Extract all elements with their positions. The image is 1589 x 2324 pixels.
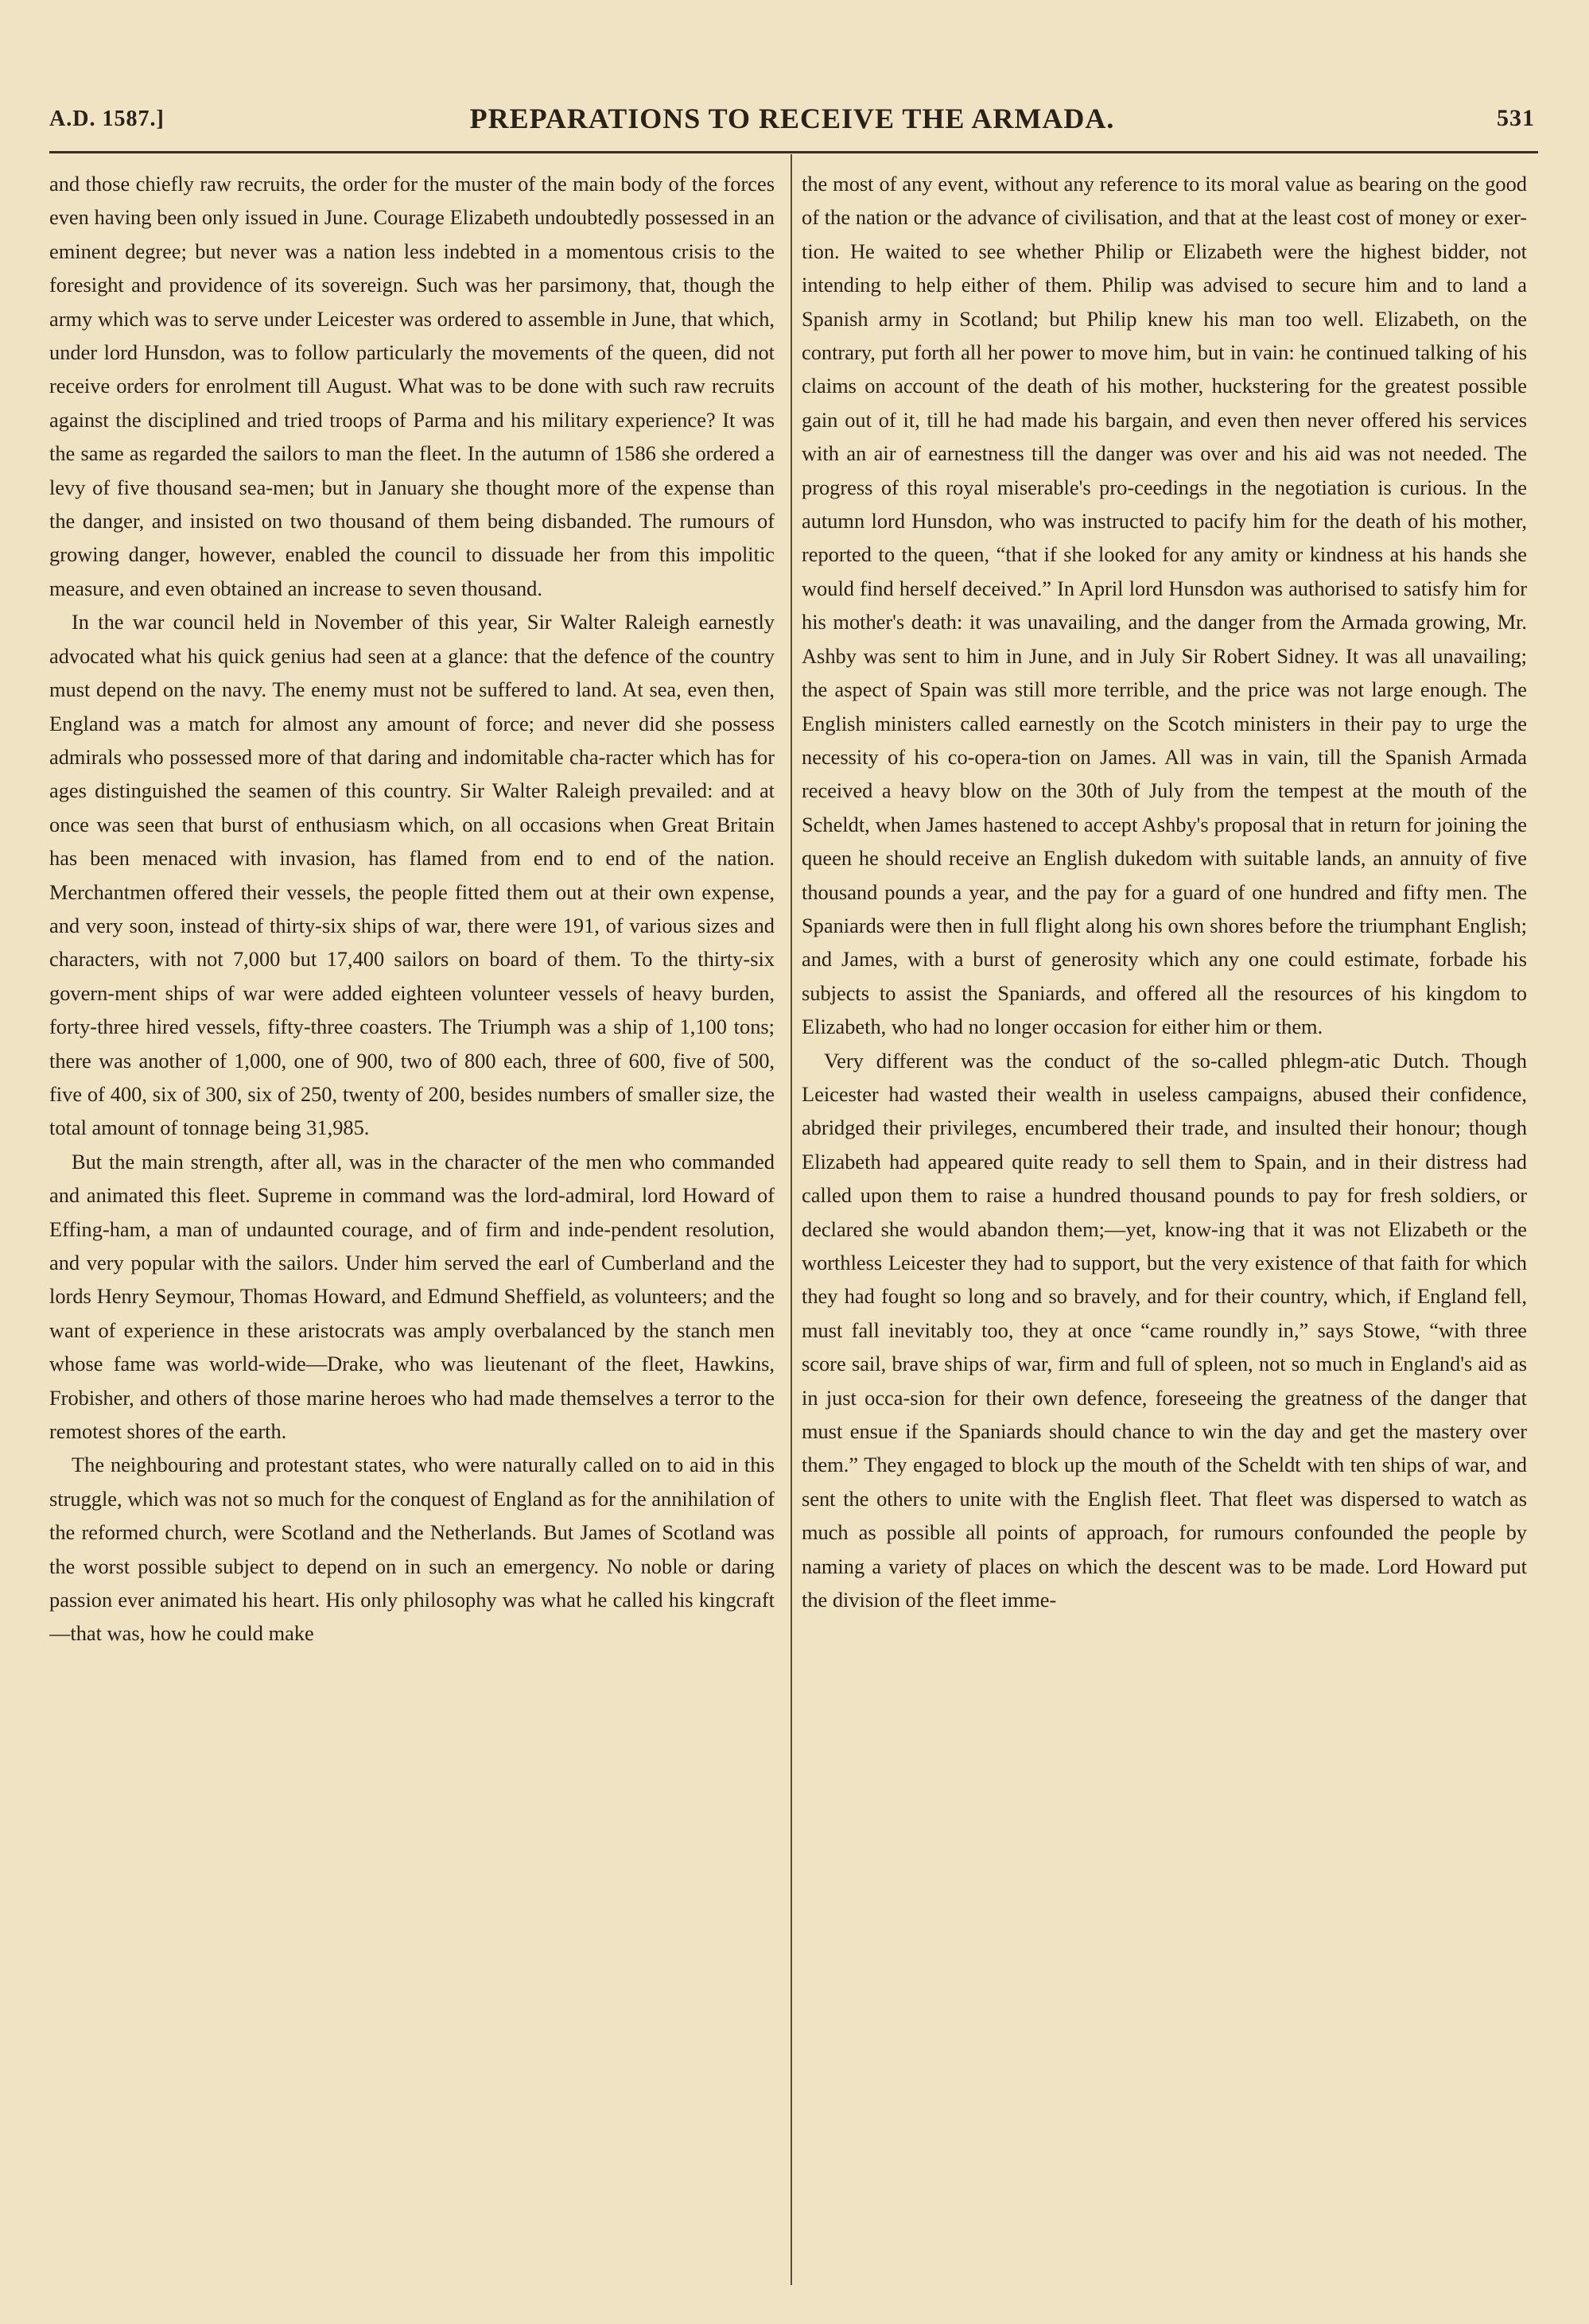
header-rule — [49, 151, 1538, 153]
paragraph: In the war council held in November of this year, Sir Walter Raleigh earnestly advocated what his quick genius had seen at a glance: that the defence of the country must depend on the navy. The enemy must not be suffered to land. At sea, even then, England was a match for almost any amount of force; and never did she possess admirals who possessed more of that daring and indomitable cha-racter which has for ages distinguished the seamen of this country. Sir Walter Raleigh prevailed: and at once was seen that burst of enthusiasm which, on all occasions when Great Britain has been menaced with invasion, has flamed from end to end of the nation. Merchantmen offered their vessels, the people fitted them out at their own expense, and very soon, instead of thirty-six ships of war, there were 191, of various sizes and characters, with not 7,000 but 17,400 sailors on board of them. To the thirty-six govern-ment ships of war were added eighteen volunteer vessels of heavy burden, forty-three hired vessels, fifty-three coasters. The Triumph was a ship of 1,100 tons; there was another of 1,000, one of 900, two of 800 each, three of 600, five of 500, five of 400, six of 300, six of 250, twenty of 200, besides numbers of smaller size, the total amount of tonnage being 31,985. — [49, 610, 775, 1140]
paragraph: The neighbouring and protestant states, who were naturally called on to aid in this struggle, which was not so much for the conquest of England as for the annihilation of the reformed church, were Scotland and the Netherlands. But James of Scotland was the worst possible subject to depend on in such an emergency. No noble or daring passion ever animated his heart. His only philosophy was what he called his kingcraft—that was, how he could make — [49, 1453, 775, 1646]
left-column — [49, 167, 775, 2314]
header-title: PREPARATIONS TO RECEIVE THE ARMADA. — [469, 103, 1115, 134]
header-date: A.D. 1587.] — [49, 107, 165, 131]
page-number: 531 — [1497, 105, 1535, 131]
paragraph: and those chiefly raw recruits, the order for the muster of the main body of the forces even having been only issued in June. Courage Elizabeth undoubtedly possessed in an eminent degree; but never was a nation less indebted in a momentous crisis to the foresight and providence of its sovereign. Such was her parsimony, that, though the army which was to serve under Leicester was ordered to assemble in June, that which, under lord Hunsdon, was to follow particularly the movements of the queen, did not receive orders for enrolment till August. What was to be done with such raw recruits against the disciplined and tried troops of Parma and his military experience? It was the same as regarded the sailors to man the fleet. In the autumn of 1586 she ordered a levy of five thousand sea-men; but in January she thought more of the expense than the danger, and insisted on two thousand of them being disbanded. The rumours of growing danger, however, enabled the council to dissuade her from this impolitic measure, and even obtained an increase to seven thousand. — [49, 172, 775, 600]
running-header — [49, 102, 1535, 143]
column-divider — [791, 154, 792, 2285]
paragraph: But the main strength, after all, was in the character of the men who commanded and animated this fleet. Supreme in command was the lord-admiral, lord Howard of Effing-ham, a man of undaunted courage, and of firm and inde-pendent resolution, and very popular with the sailors. Under him served the earl of Cumberland and the lords Henry Seymour, Thomas Howard, and Edmund Sheffield, as volunteers; and the want of experience in these aristocrats was amply overbalanced by the stanch men whose fame was world-wide—Drake, who was lieutenant of the fleet, Hawkins, Frobisher, and others of those marine heroes who had made themselves a terror to the remotest shores of the earth. — [49, 1149, 775, 1444]
paragraph: Very different was the conduct of the so-called phlegm-atic Dutch. Though Leicester had wasted their wealth in useless campaigns, abused their confidence, abridged their privileges, encumbered their trade, and insulted their honour; though Elizabeth had appeared quite ready to sell them to Spain, and in their distress had called upon them to raise a hundred thousand pounds to pay for fresh soldiers, or declared she would abandon them;—yet, know-ing that it was not Elizabeth or the worthless Leicester they had to support, but the very existence of that faith for which they had fought so long and so bravely, and for their country, which, if England fell, must fall inevitably too, they at once “came roundly in,” says Stowe, “with three score sail, brave ships of war, firm and full of spleen, not so much in England's aid as in just occa-sion for their own defence, foreseeing the greatness of the danger that must ensue if the Spaniards should chance to win the day and get the mastery over them.” They engaged to block up the mouth of the Scheldt with ten ships of war, and sent the others to unite with the English fleet. That fleet was dispersed to watch as much as possible all points of approach, for rumours confounded the people by naming a variety of places on which the descent was to be made. Lord Howard put the division of the fleet imme- — [802, 1048, 1527, 1612]
paragraph: the most of any event, without any reference to its moral value as bearing on the good of the nation or the advance of civilisation, and that at the least cost of money or exer-tion. He waited to see whether Philip or Elizabeth were the highest bidder, not intending to help either of them. Philip was advised to secure him and to land a Spanish army in Scotland; but Philip knew his man too well. Elizabeth, on the contrary, put forth all her power to move him, but in vain: he continued talking of his claims on account of the death of his mother, huckstering for the greatest possible gain out of it, till he had made his bargain, and even then never offered his services with an air of earnestness till the danger was over and his aid was not needed. The progress of this royal miserable's pro-ceedings in the negotiation is curious. In the autumn lord Hunsdon, who was instructed to pacify him for the death of his mother, reported to the queen, “that if she looked for any amity or kindness at his hands she would find herself deceived.” In April lord Hunsdon was authorised to satisfy him for his mother's death: it was unavailing, and the danger from the Armada growing, Mr. Ashby was sent to him in June, and in July Sir Robert Sidney. It was all unavailing; the aspect of Spain was still more terrible, and the price was not large enough. The English ministers called earnestly on the Scotch ministers in their pay to urge the necessity of his co-opera-tion on James. All was in vain, till the Spanish Armada received a heavy blow on the 30th of July from the tempest at the mouth of the Scheldt, when James hastened to accept Ashby's proposal that in return for joining the queen he should receive an English dukedom with suitable lands, an annuity of five thousand pounds a year, and the pay for a guard of one hundred and fifty men. The Spaniards were then in full flight along his own shores before the triumphant English; and James, with a burst of generosity which any one could estimate, forbade his subjects to assist the Spaniards, and offered all the resources of his kingdom to Elizabeth, who had no longer occasion for either him or them. — [802, 172, 1527, 1039]
right-column — [802, 167, 1527, 2314]
